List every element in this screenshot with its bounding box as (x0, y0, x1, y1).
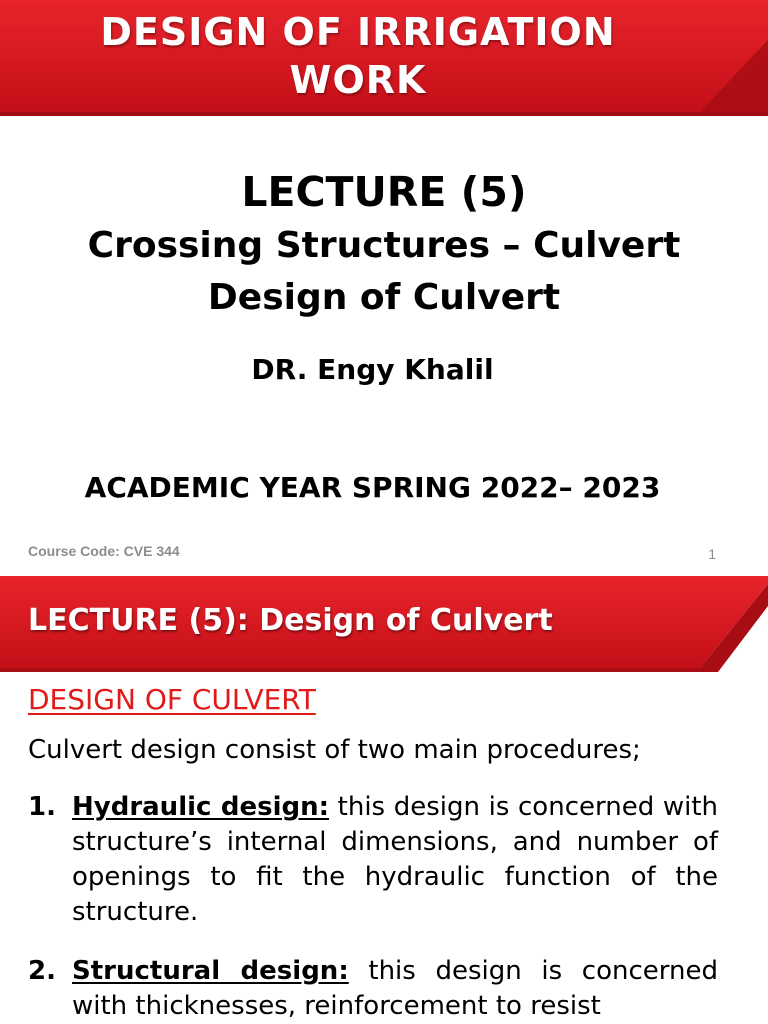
course-code: Course Code: CVE 344 (28, 543, 180, 559)
list-item-number: 2. (28, 956, 56, 986)
author-name: DR. Engy Khalil (251, 353, 494, 386)
list-item-label: Structural design: (72, 956, 349, 986)
list-item-text: this design is concerned with structure’s internal dimensions, and number of openings to fit the hydraulic function of the structure. (72, 792, 718, 927)
list-item-label: Hydraulic design: (72, 792, 330, 822)
content-banner (0, 576, 768, 672)
list-item-body (72, 790, 718, 930)
content-banner-title: LECTURE (5): Design of Culvert (28, 603, 553, 638)
list-item-text: this design is concerned with thicknesses, reinforcement to resist (72, 956, 718, 1021)
title-banner (0, 0, 768, 116)
banner-title-line-2: WORK (289, 58, 427, 102)
page-number: 1 (708, 546, 716, 562)
academic-year: ACADEMIC YEAR SPRING 2022– 2023 (84, 471, 661, 504)
content-slide (0, 576, 768, 1024)
list-item-structural (28, 954, 718, 1024)
intro-paragraph: Culvert design consist of two main procedures; (28, 735, 641, 765)
lecture-topic: Crossing Structures – Culvert (87, 225, 681, 266)
section-heading: DESIGN OF CULVERT (28, 683, 316, 716)
banner-title-line-1: DESIGN OF IRRIGATION (100, 10, 616, 54)
banner-title (0, 8, 716, 104)
lecture-subtopic: Design of Culvert (207, 277, 561, 318)
list-item-number: 1. (28, 792, 56, 822)
list-item-hydraulic (28, 790, 718, 940)
lecture-number: LECTURE (5) (241, 168, 527, 216)
list-item-body (72, 954, 718, 1024)
